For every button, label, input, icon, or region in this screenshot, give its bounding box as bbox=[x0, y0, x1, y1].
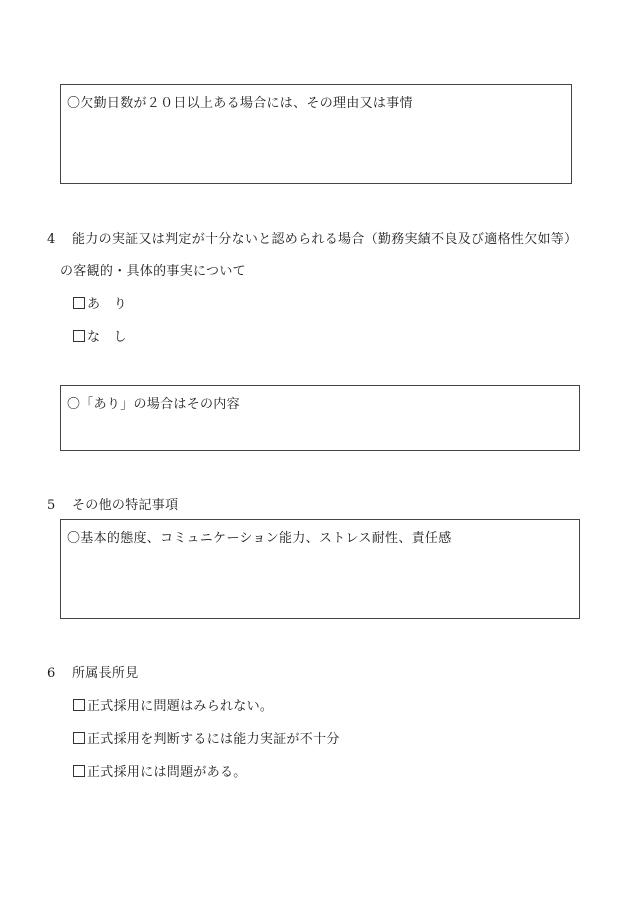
absence-reason-label: 〇欠勤日数が２０日以上ある場合には、その理由又は事情 bbox=[67, 96, 413, 111]
option-yes[interactable] bbox=[73, 293, 127, 312]
option-no-label: な し bbox=[87, 330, 127, 345]
opinion-option-insufficient[interactable] bbox=[73, 728, 340, 747]
checkbox-no[interactable] bbox=[73, 330, 85, 342]
section-5-heading-text: その他の特記事項 bbox=[72, 498, 179, 513]
opinion-option-label: 正式採用には問題がある。 bbox=[87, 765, 247, 780]
checkbox-no-problem[interactable] bbox=[73, 699, 85, 711]
section-6-number: 6 bbox=[47, 666, 56, 681]
opinion-option-problem[interactable] bbox=[73, 761, 247, 780]
option-no[interactable] bbox=[73, 326, 127, 345]
section-5-number: 5 bbox=[47, 498, 56, 513]
section-4-heading-line1: 能力の実証又は判定が十分ないと認められる場合（勤務実績不良及び適格性欠如等） bbox=[72, 232, 578, 247]
section-4-number: 4 bbox=[47, 232, 56, 247]
section-4-heading bbox=[47, 228, 577, 247]
section-4-heading-line2: の客観的・具体的事実について bbox=[60, 264, 246, 279]
opinion-option-no-problem[interactable] bbox=[73, 695, 273, 714]
section-6-heading-text: 所属長所見 bbox=[72, 666, 139, 681]
special-notes-label: 〇基本的態度、コミュニケーション能力、ストレス耐性、責任感 bbox=[67, 531, 452, 546]
opinion-option-label: 正式採用に問題はみられない。 bbox=[87, 699, 274, 714]
checkbox-insufficient[interactable] bbox=[73, 732, 85, 744]
fact-details-box[interactable] bbox=[60, 385, 580, 451]
section-6-heading bbox=[47, 662, 139, 681]
section-5-heading bbox=[47, 494, 178, 513]
option-yes-label: あ り bbox=[87, 297, 127, 312]
opinion-option-label: 正式採用を判断するには能力実証が不十分 bbox=[87, 732, 340, 747]
absence-reason-box[interactable] bbox=[60, 84, 572, 184]
fact-details-label: 〇「あり」の場合はその内容 bbox=[67, 397, 240, 412]
checkbox-problem[interactable] bbox=[73, 765, 85, 777]
checkbox-yes[interactable] bbox=[73, 297, 85, 309]
special-notes-box[interactable] bbox=[60, 519, 580, 619]
